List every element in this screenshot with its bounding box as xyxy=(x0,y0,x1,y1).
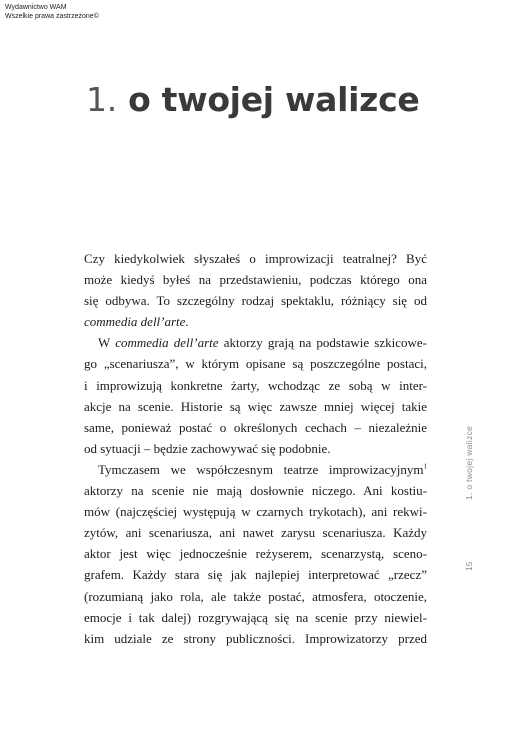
body-line: akcje na scenie. Historie są więc zawsze mniej więcej takie xyxy=(84,398,427,414)
body-line: zytów, ani scenariusza, ani nawet zarysu scenariusza. Każdy xyxy=(84,525,427,541)
body-line: emocje i tak dalej) rozgrywającą się na scenie przy niewiel- xyxy=(84,609,427,625)
body-line: aktorzy na scenie nie mają dosłownie niczego. Ani kostiu- xyxy=(84,483,427,499)
chapter-title-text: o twojej walizce xyxy=(128,80,420,119)
body-line: grafem. Każdy stara się jak najlepiej interpretować „rzecz” xyxy=(84,567,427,583)
chapter-title xyxy=(86,78,419,122)
body-line: Tymczasem we współczesnym teatrze improwizacyjnym$^1$ xyxy=(98,461,427,477)
body-line: (rozumianą jako rola, ale także postać, atmosfera, otoczenie, xyxy=(84,588,427,604)
body-line: go „scenariusza”, w którym opisane są poszczególne postaci, xyxy=(84,356,427,372)
body-line: i improwizują konkretne żarty, wchodząc ze sobą w inter- xyxy=(84,377,427,393)
publisher-notice xyxy=(5,3,99,21)
body-line: może kiedyś byłeś na przedstawieniu, podczas którego ona xyxy=(84,272,427,288)
publisher-name: Wydawnictwo WAM xyxy=(5,4,67,11)
copyright-notice: Wszelkie prawa zastrzeżone© xyxy=(5,13,99,20)
body-line: W commedia dell’arte aktorzy grają na podstawie szkicowe- xyxy=(98,335,427,351)
body-line: aktor jest więc jednocześnie reżyserem, scenarzystą, sceno- xyxy=(84,546,427,562)
body-line: od sytuacji – będzie zachowywać się podobnie. xyxy=(84,440,331,456)
body-line: kim udziale ze strony publiczności. Improwizatorzy przed xyxy=(84,630,427,646)
body-line: Czy kiedykolwiek słyszałeś o improwizacji teatralnej? Być xyxy=(84,251,427,266)
page-number: 15 xyxy=(464,561,474,571)
body-line: się odbywa. To szczególny rodzaj spektaklu, różniący się od xyxy=(84,293,427,309)
body-line: mów (najczęściej występują w czarnych trykotach), ani rekwi- xyxy=(84,504,427,520)
body-text xyxy=(84,248,427,649)
body-line-italic: commedia dell’arte. xyxy=(84,314,189,330)
body-line: same, ponieważ postać o określonych cechach – niezależnie xyxy=(84,419,427,435)
footnote-marker[interactable]: 1 xyxy=(423,462,427,471)
running-head: 1. o twojej walizce xyxy=(464,425,474,500)
chapter-number: 1. xyxy=(86,80,117,119)
